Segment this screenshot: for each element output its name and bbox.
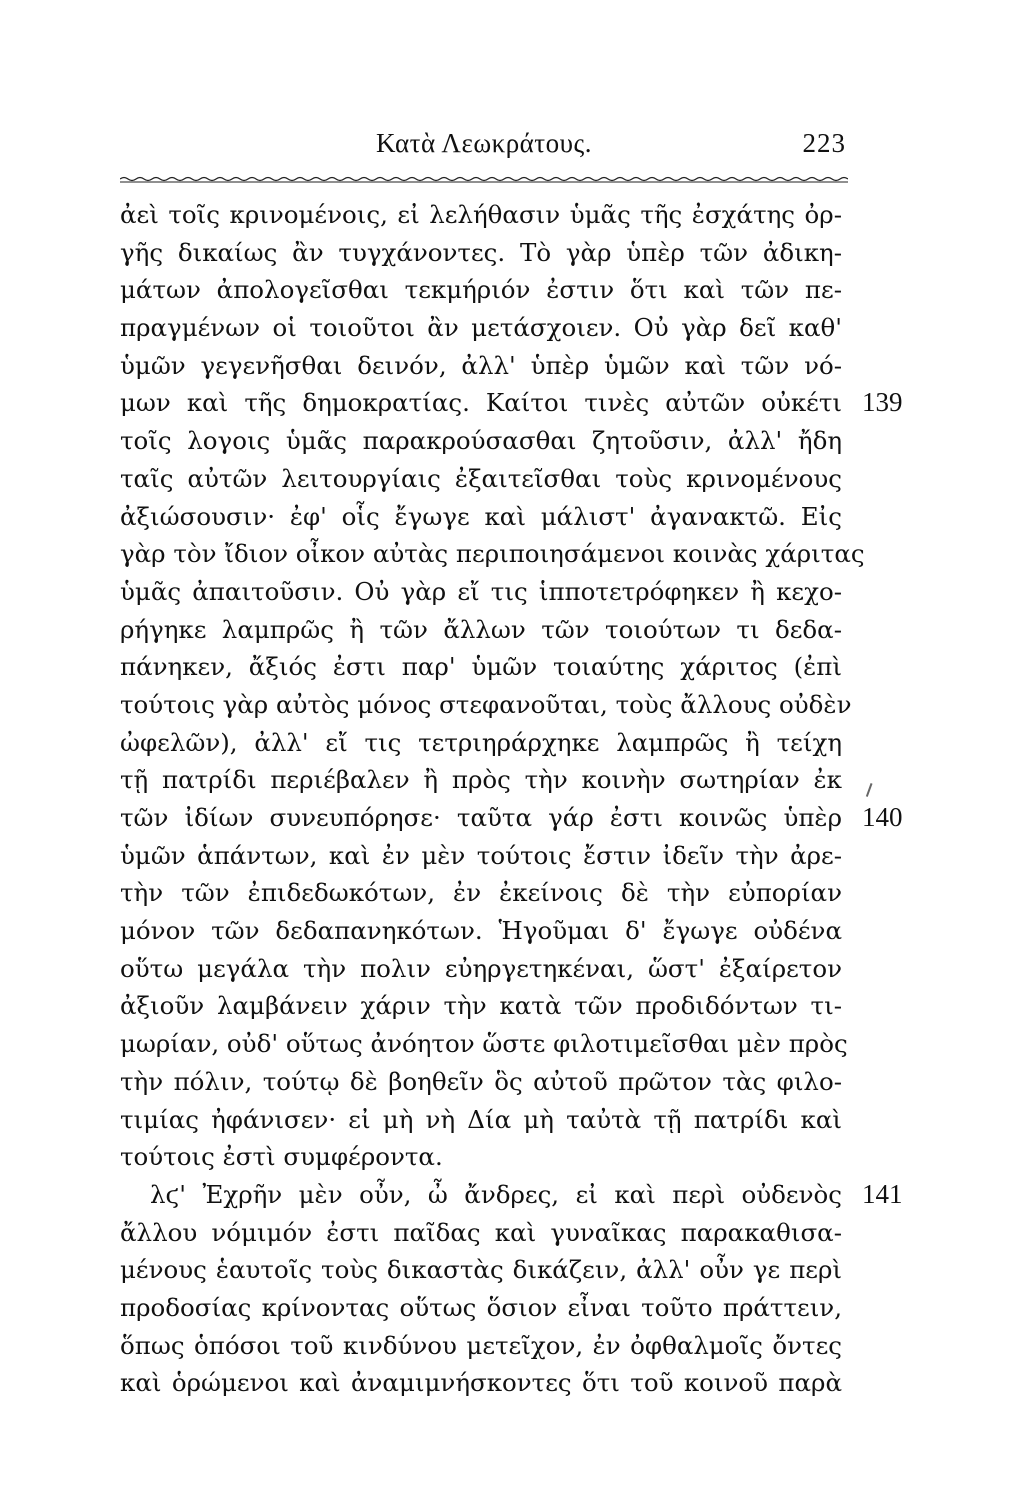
text-line: τοῖς λογοις ὑμᾶς παρακρούσασθαι ζητοῦσιν, ἀλλ' ἤδη [120, 426, 842, 456]
text-line: ρήγηκε λαμπρῶς ἢ τῶν ἄλλων τῶν τοιούτων τι δεδα- [120, 614, 842, 644]
section-number-141: 141 [862, 1178, 903, 1209]
text-line-140 [120, 799, 903, 837]
text-line-141 [120, 1176, 903, 1214]
text-line-139 [120, 384, 903, 422]
text-line: τούτοις γὰρ αὐτὸς μόνος στεφανοῦται, τοὺς ἄλλους οὐδὲν [120, 689, 852, 719]
text-line: τιμίας ἠφάνισεν· εἰ μὴ νὴ Δία μὴ ταὐτὰ τῇ πατρίδι καὶ [120, 1104, 842, 1134]
text-line: τῇ πατρίδι περιέβαλεν ἢ πρὸς τὴν κοινὴν σωτηρίαν ἐκ [120, 765, 842, 795]
text-line: καὶ ὁρώμενοι καὶ ἀναμιμνήσκοντες ὅτι τοῦ κοινοῦ παρὰ [120, 1368, 842, 1398]
text-line: ἀξιοῦν λαμβάνειν χάριν τὴν κατὰ τῶν προδιδόντων τι- [120, 991, 842, 1021]
margin-mark [866, 783, 878, 799]
text-line: ταῖς αὐτῶν λειτουργίαις ἐξαιτεῖσθαι τοὺς κρινομένους [120, 463, 842, 493]
text-line: τὴν τῶν ἐπιδεδωκότων, ἐν ἐκείνοις δὲ τὴν εὐπορίαν [120, 878, 842, 908]
running-title: Κατὰ Λεωκράτους. [376, 128, 592, 158]
page-number: 223 [802, 128, 846, 158]
text-line: γὰρ τὸν ἴδιον οἶκον αὐτὰς περιποιησάμενοι κοινὰς χάριτας [120, 539, 865, 569]
text-line: πάνηκεν, ἄξιός ἐστι παρ' ὑμῶν τοιαύτης χάριτος (ἐπὶ [120, 652, 842, 682]
text-line: μόνον τῶν δεδαπανηκότων. Ἡγοῦμαι δ' ἔγωγε οὐδένα [120, 916, 842, 946]
text-line: τῶν ἰδίων συνευπόρησε· ταῦτα γάρ ἐστι κοινῶς ὑπὲρ [120, 803, 842, 832]
text-line: ὑμῶν γεγενῆσθαι δεινόν, ἀλλ' ὑπὲρ ὑμῶν καὶ τῶν νό- [120, 350, 842, 380]
text-line: ἄλλου νόμιμόν ἐστι παῖδας καὶ γυναῖκας παρακαθισα- [120, 1217, 842, 1247]
text-line: μων καὶ τῆς δημοκρατίας. Καίτοι τινὲς αὐτῶν οὐκέτι [120, 388, 842, 418]
section-number-139: 139 [862, 387, 903, 418]
text-line: ἀεὶ τοῖς κρινομένοις, εἰ λελήθασιν ὑμᾶς τῆς ἐσχάτης ὀρ- [120, 200, 842, 229]
text-line: τούτοις ἐστὶ συμφέροντα. [120, 1142, 443, 1172]
header-rule [120, 176, 848, 184]
text-line: ὑμᾶς ἀπαιτοῦσιν. Οὐ γὰρ εἴ τις ἱπποτετρόφηκεν ἢ κεχο- [120, 576, 842, 606]
text-line: μάτων ἀπολογεῖσθαι τεκμήριόν ἐστιν ὅτι καὶ τῶν πε- [120, 275, 842, 305]
running-head [120, 128, 848, 168]
text-line: ὠφελῶν), ἀλλ' εἴ τις τετριηράρχηκε λαμπρῶς ἢ τείχη [120, 727, 842, 757]
text-line: πραγμένων οἱ τοιοῦτοι ἂν μετάσχοιεν. Οὐ γὰρ δεῖ καθ' [120, 313, 842, 343]
text-line: μωρίαν, οὐδ' οὕτως ἀνόητον ὥστε φιλοτιμεῖσθαι μὲν πρὸς [120, 1029, 848, 1059]
text-line: ἀξιώσουσιν· ἐφ' οἷς ἔγωγε καὶ μάλιστ' ἀγανακτῶ. Εἰς [120, 501, 842, 531]
text-line: οὕτω μεγάλα τὴν πολιν εὐηργετηκέναι, ὥστ' ἐξαίρετον [120, 953, 842, 983]
text-line: ὅπως ὁπόσοι τοῦ κινδύνου μετεῖχον, ἐν ὀφθαλμοῖς ὄντες [120, 1330, 842, 1360]
text-line: λϛ' Ἐχρῆν μὲν οὖν, ὦ ἄνδρες, εἰ καὶ περὶ οὐδενὸς [150, 1179, 842, 1209]
text-line: γῆς δικαίως ἂν τυγχάνοντες. Τὸ γὰρ ὑπὲρ τῶν ἀδικη- [120, 237, 842, 267]
text-line: ὑμῶν ἁπάντων, καὶ ἐν μὲν τούτοις ἔστιν ἰδεῖν τὴν ἀρε- [120, 840, 842, 870]
text-line: τὴν πόλιν, τούτῳ δὲ βοηθεῖν ὃς αὐτοῦ πρῶτον τὰς φιλο- [120, 1066, 842, 1096]
section-number-140: 140 [862, 802, 903, 832]
text-line: μένους ἑαυτοῖς τοὺς δικαστὰς δικάζειν, ἀλλ' οὖν γε περὶ [120, 1255, 842, 1285]
body-text [120, 196, 903, 1402]
text-line: προδοσίας κρίνοντας οὕτως ὅσιον εἶναι τοῦτο πράττειν, [120, 1292, 842, 1322]
